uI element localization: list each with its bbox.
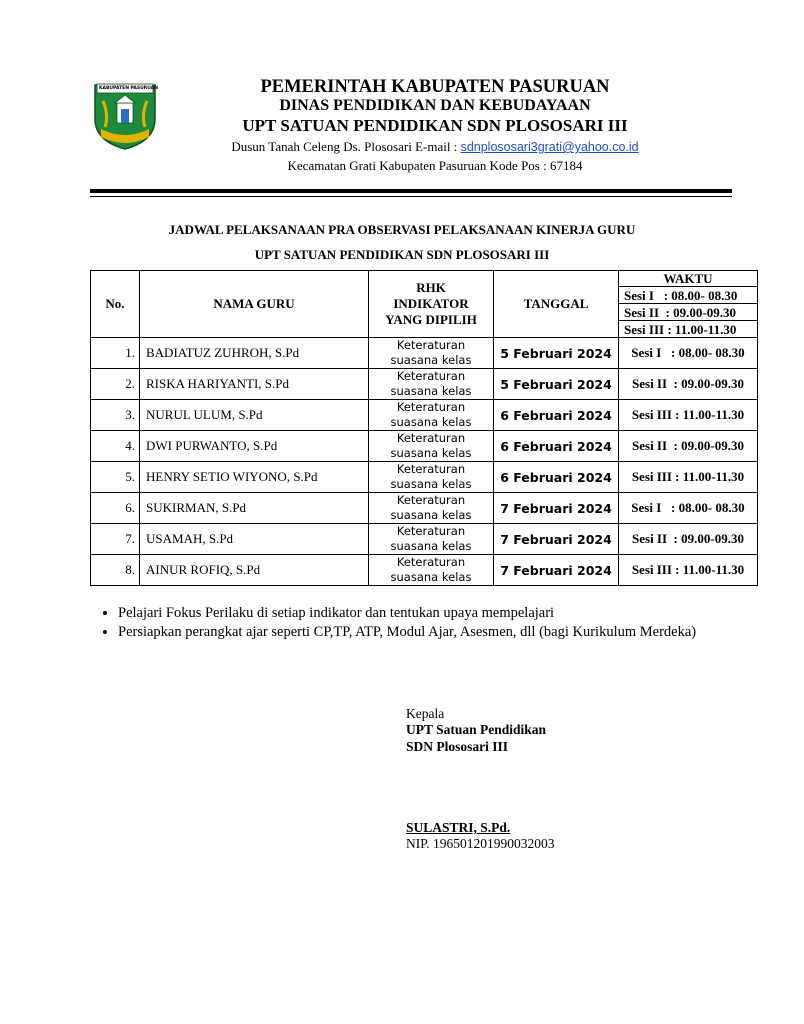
row-rhk-a: Keteraturan	[396, 462, 466, 476]
header-sesi-2: Sesi II : 09.00-09.30	[619, 304, 758, 321]
row-name: USAMAH, S.Pd	[140, 524, 369, 555]
row-rhk-b: suasana kelas	[390, 508, 472, 522]
row-name: BADIATUZ ZUHROH, S.Pd	[140, 338, 369, 369]
header-rhk	[369, 271, 494, 338]
row-rhk	[369, 524, 494, 555]
row-no: 6.	[91, 493, 140, 524]
header-rhk-line2: INDIKATOR	[393, 296, 469, 311]
row-time: Sesi I : 08.00- 08.30	[619, 338, 758, 369]
row-rhk	[369, 431, 494, 462]
row-date: 7 Februari 2024	[494, 493, 619, 524]
row-name: AINUR ROFIQ, S.Pd	[140, 555, 369, 586]
header-rhk-line1: RHK	[416, 280, 446, 295]
row-date: 6 Februari 2024	[494, 431, 619, 462]
row-no: 8.	[91, 555, 140, 586]
row-name: SUKIRMAN, S.Pd	[140, 493, 369, 524]
row-name: NURUL ULUM, S.Pd	[140, 400, 369, 431]
letterhead-rule-thin	[90, 196, 732, 197]
note-item: • Pelajari Fokus Perilaku di setiap indikator dan tentukan upaya mempelajari	[118, 604, 698, 623]
row-no: 3.	[91, 400, 140, 431]
signature-nip: NIP. 196501201990032003	[406, 836, 555, 851]
address-text: Dusun Tanah Celeng Ds. Plososari E-mail :	[231, 139, 461, 154]
row-no: 7.	[91, 524, 140, 555]
notes-list	[100, 604, 698, 642]
document-subtitle: UPT SATUAN PENDIDIKAN SDN PLOSOSARI III	[254, 247, 550, 262]
document-title: JADWAL PELAKSANAAN PRA OBSERVASI PELAKSANAAN KINERJA GURU	[168, 222, 636, 237]
row-time: Sesi I : 08.00- 08.30	[619, 493, 758, 524]
letterhead-address2: Kecamatan Grati Kabupaten Pasuruan Kode Pos : 67184	[287, 158, 583, 173]
row-rhk	[369, 400, 494, 431]
header-no: No.	[91, 271, 140, 338]
header-name: NAMA GURU	[140, 271, 369, 338]
row-rhk-a: Keteraturan	[396, 431, 466, 445]
schedule-table	[90, 270, 758, 586]
row-rhk	[369, 555, 494, 586]
row-name: HENRY SETIO WIYONO, S.Pd	[140, 462, 369, 493]
letterhead-rule-thick	[90, 189, 732, 193]
header-sesi-1: Sesi I : 08.00- 08.30	[619, 287, 758, 304]
row-time: Sesi II : 09.00-09.30	[619, 524, 758, 555]
row-date: 5 Februari 2024	[494, 369, 619, 400]
table-row	[91, 338, 758, 369]
row-rhk	[369, 493, 494, 524]
header-rhk-line3: YANG DIPILIH	[385, 312, 477, 327]
header-date: TANGGAL	[494, 271, 619, 338]
signature-name: SULASTRI, S.Pd.	[406, 820, 511, 835]
row-time: Sesi II : 09.00-09.30	[619, 369, 758, 400]
row-rhk-a: Keteraturan	[396, 524, 466, 538]
table-row	[91, 369, 758, 400]
table-row	[91, 493, 758, 524]
row-rhk-b: suasana kelas	[390, 539, 472, 553]
logo-banner-text: KABUPATEN PASURUAN	[99, 86, 159, 91]
row-rhk	[369, 462, 494, 493]
row-no: 5.	[91, 462, 140, 493]
header-sesi-3: Sesi III : 11.00-11.30	[619, 321, 758, 338]
row-no: 2.	[91, 369, 140, 400]
header-time: WAKTU	[619, 271, 758, 287]
note-item: • Persiapkan perangkat ajar seperti CP,TP, ATP, Modul Ajar, Asesmen, dll (bagi Kurikulum Merdeka)	[118, 623, 698, 642]
row-date: 7 Februari 2024	[494, 524, 619, 555]
table-row	[91, 431, 758, 462]
table-row	[91, 462, 758, 493]
row-time: Sesi III : 11.00-11.30	[619, 555, 758, 586]
email-link[interactable]: sdnplososari3grati@yahoo.co.id	[460, 140, 639, 154]
letterhead-line1: PEMERINTAH KABUPATEN PASURUAN	[260, 77, 610, 97]
table-row	[91, 524, 758, 555]
row-rhk-a: Keteraturan	[396, 400, 466, 414]
row-rhk	[369, 369, 494, 400]
row-rhk-b: suasana kelas	[390, 477, 472, 491]
letterhead-line3: UPT SATUAN PENDIDIKAN SDN PLOSOSARI III	[242, 116, 628, 135]
signature-unit1: UPT Satuan Pendidikan	[406, 722, 547, 737]
letterhead-address	[180, 139, 690, 155]
signature-role: Kepala	[406, 706, 445, 721]
row-rhk-a: Keteraturan	[396, 493, 466, 507]
row-time: Sesi II : 09.00-09.30	[619, 431, 758, 462]
row-no: 4.	[91, 431, 140, 462]
row-rhk-a: Keteraturan	[396, 555, 466, 569]
row-no: 1.	[91, 338, 140, 369]
row-rhk-b: suasana kelas	[390, 570, 472, 584]
row-rhk-b: suasana kelas	[390, 446, 472, 460]
letterhead-line2: DINAS PENDIDIKAN DAN KEBUDAYAAN	[279, 97, 591, 114]
table-row	[91, 555, 758, 586]
row-rhk-b: suasana kelas	[390, 384, 472, 398]
row-time: Sesi III : 11.00-11.30	[619, 400, 758, 431]
row-date: 6 Februari 2024	[494, 462, 619, 493]
row-rhk-b: suasana kelas	[390, 415, 472, 429]
row-date: 7 Februari 2024	[494, 555, 619, 586]
row-rhk	[369, 338, 494, 369]
row-date: 5 Februari 2024	[494, 338, 619, 369]
signature-unit2: SDN Plososari III	[406, 739, 509, 754]
row-rhk-a: Keteraturan	[396, 369, 466, 383]
table-row	[91, 400, 758, 431]
row-rhk-a: Keteraturan	[396, 338, 466, 352]
row-time: Sesi III : 11.00-11.30	[619, 462, 758, 493]
row-name: RISKA HARIYANTI, S.Pd	[140, 369, 369, 400]
row-name: DWI PURWANTO, S.Pd	[140, 431, 369, 462]
row-date: 6 Februari 2024	[494, 400, 619, 431]
regency-logo	[91, 79, 159, 151]
row-rhk-b: suasana kelas	[390, 353, 472, 367]
